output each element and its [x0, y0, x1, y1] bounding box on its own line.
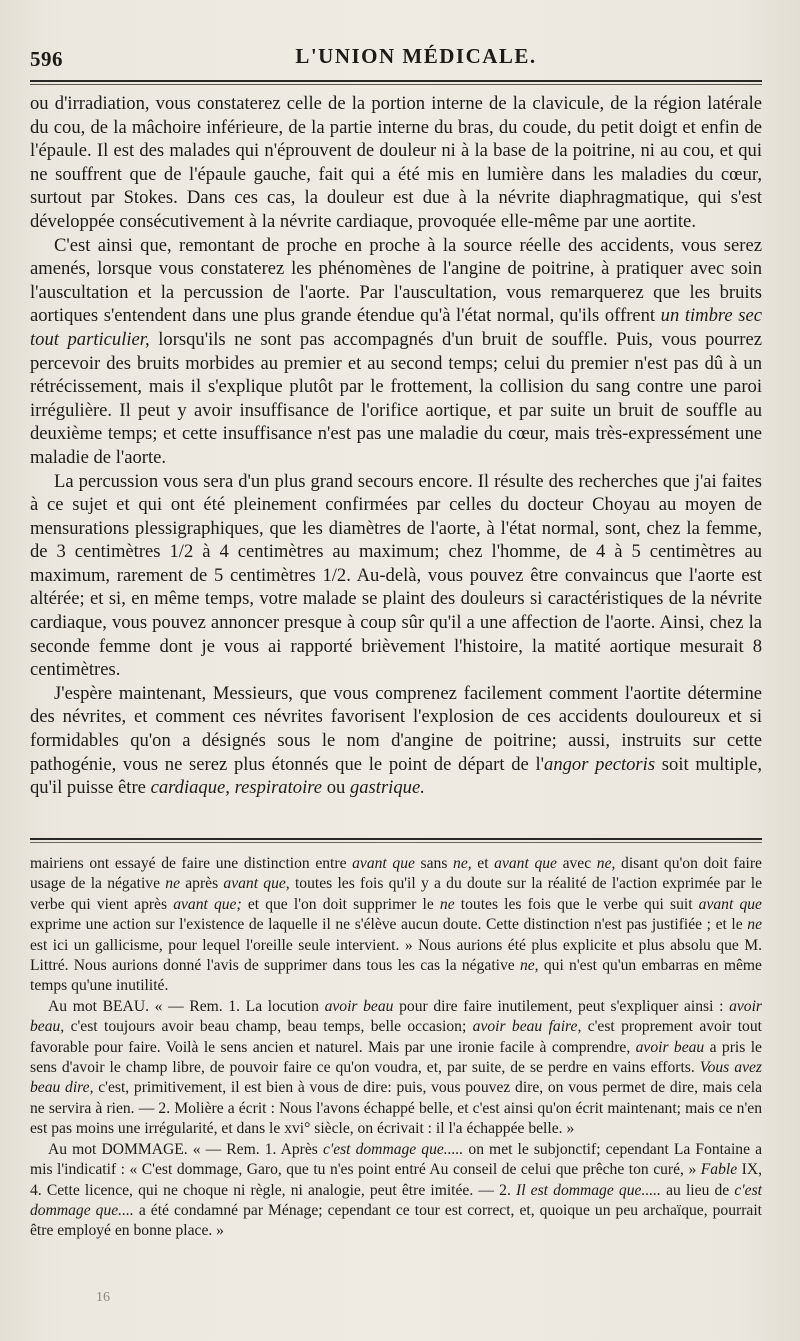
page-header [30, 0, 762, 70]
note-paragraph-2: Au mot BEAU. « — Rem. 1. La locution avoir beau pour dire faire inutilement, peut s'expliquer ainsi : avoir beau, c'est toujours avoir beau champ, beau temps, belle occasion; avoir beau faire, c'est proprement avoir tout favorable pour faire. Voilà le sens ancien et naturel. Mais par une ironie facile à comprendre, avoir beau a pris le sens d'avoir le champ libre, de pouvoir faire ce qu'on voudra, et, par suite, de se perdre en vains efforts. Vous avez beau dire, c'est, primitivement, il est bien à vous de dire: puis, vous pouvez dire, on vous permet de dire, mais cela ne servira à rien. — 2. Molière a écrit : Nous l'avons échappé belle, et c'est ainsi qu'on écrit maintenant; mais ce n'en est pas moins une irrégularité, et dans le xvi° siècle, on écrivait : il l'a échappée belle. » [30, 997, 762, 1138]
feuilleton-text [30, 854, 762, 1242]
paragraph-3: La percussion vous sera d'un plus grand secours encore. Il résulte des recherches que j'ai faites à ce sujet et qui ont été pleinement confirmées par celles du docteur Choyau au moyen de mensurations plessigraphiques, que les diamètres de l'aorte, à l'état normal, sont, chez la femme, de 3 centimètres 1/2 à 4 centimètres au maximum; chez l'homme, de 4 à 5 centimètres au maximum, rarement de 5 centimètres 1/2. Au-delà, vous pouvez être convaincus que l'aorte est altérée; et si, en même temps, votre malade se plaint des douleurs si caractéristiques de la névrite cardiaque, vous pouvez annoncer presque à coup sûr qu'il a une affection de l'aorte. Ainsi, chez la seconde femme dont je vous ai rapporté brièvement l'histoire, la matité aortique mesurait 8 centimètres. [30, 470, 762, 681]
main-text [30, 92, 762, 800]
header-rule-thin [30, 84, 762, 85]
footnote-separator-thin [30, 842, 762, 843]
footnote-separator [30, 838, 762, 840]
signature-mark: 16 [96, 1290, 110, 1305]
note-paragraph-3: Au mot DOMMAGE. « — Rem. 1. Après c'est dommage que..... on met le subjonctif; cependant La Fontaine a mis l'indicatif : « C'est dommage, Garo, que tu n'es point entré Au conseil de celui que prêche ton curé, » Fable IX, 4. Cette licence, qui ne choque ni règle, ni analogie, peut être imitée. — 2. Il est dommage que..... au lieu de c'est dommage que.... a été condamné par Ménage; cependant ce tour est correct, et, quoique un peu archaïque, pourrait être employé en bonne place. » [30, 1140, 763, 1240]
note-paragraph-1: mairiens ont essayé de faire une distinction entre avant que sans ne, et avant que avec ne, disant qu'on doit faire usage de la négative ne après avant que, toutes les fois qu'il y a du doute sur la réalité de l'action exprimée par le verbe qui vient après avant que; et que l'on doit supprimer le ne toutes les fois que le verbe qui suit avant que exprime une action sur l'existence de laquelle il ne s'élève aucun doute. Cette distinction n'est pas justifiée ; et le ne est ici un gallicisme, pour lequel l'oreille seule intervient. » Nous aurions été plus explicite et plus absolu que M. Littré. Nous aurions donné l'avis de supprimer dans tous les cas la négative ne, qui n'est qu'un embarras en même temps qu'une inutilité. [30, 855, 762, 995]
paragraph-1: ou d'irradiation, vous constaterez celle de la portion interne de la clavicule, de la région latérale du cou, de la mâchoire inférieure, de la partie interne du bras, du coude, du petit doigt et enfin de l'épaule. Il est des malades qui n'éprouvent de douleur ni à la base de la poitrine, ni au cou, et qui ne souffrent que de l'épaule gauche, fait qui a été mis en lumière dans les maladies du cœur, surtout par Stokes. Dans ces cas, la douleur est due à la névrite diaphragmatique, qui s'est développée consécutivement à la névrite cardiaque, provoquée elle-même par une aortite. [30, 93, 762, 232]
page-number: 596 [30, 47, 63, 71]
paragraph-4: J'espère maintenant, Messieurs, que vous comprenez facilement comment l'aortite détermine des névrites, et comment ces névrites favorisent l'explosion de ces accidents douloureux et si formidables qu'on a désignés sous le nom d'angine de poitrine; aussi, instruits sur cette pathogénie, vous ne serez plus étonnés que le point de départ de l'angor pectoris soit multiple, qu'il puisse être cardiaque, respiratoire ou gastrique. [30, 682, 762, 799]
running-title: L'UNION MÉDICALE. [295, 44, 537, 68]
header-rule [30, 80, 762, 82]
paragraph-2: C'est ainsi que, remontant de proche en proche à la source réelle des accidents, vous serez amenés, lorsque vous constaterez les phénomènes de l'angine de poitrine, à pratiquer avec soin l'auscultation et la percussion de l'aorte. Par l'auscultation, vous remarquerez que les bruits aortiques s'entendent dans une plus grande étendue qu'à l'état normal, qu'ils offrent un timbre sec tout particulier, lorsqu'ils ne sont pas accompagnés d'un bruit de souffle. Puis, vous pourrez percevoir des bruits morbides au premier et au second temps; celui du premier n'est pas dû à un rétrécissement, mais il s'explique plutôt par le frottement, la collision du sang contre une paroi irrégulière. Il peut y avoir insuffisance de l'orifice aortique, et par suite un bruit de souffle au deuxième temps; et cette insuffisance n'est pas une maladie du cœur, mais très-expressément une maladie de l'aorte. [30, 234, 762, 468]
